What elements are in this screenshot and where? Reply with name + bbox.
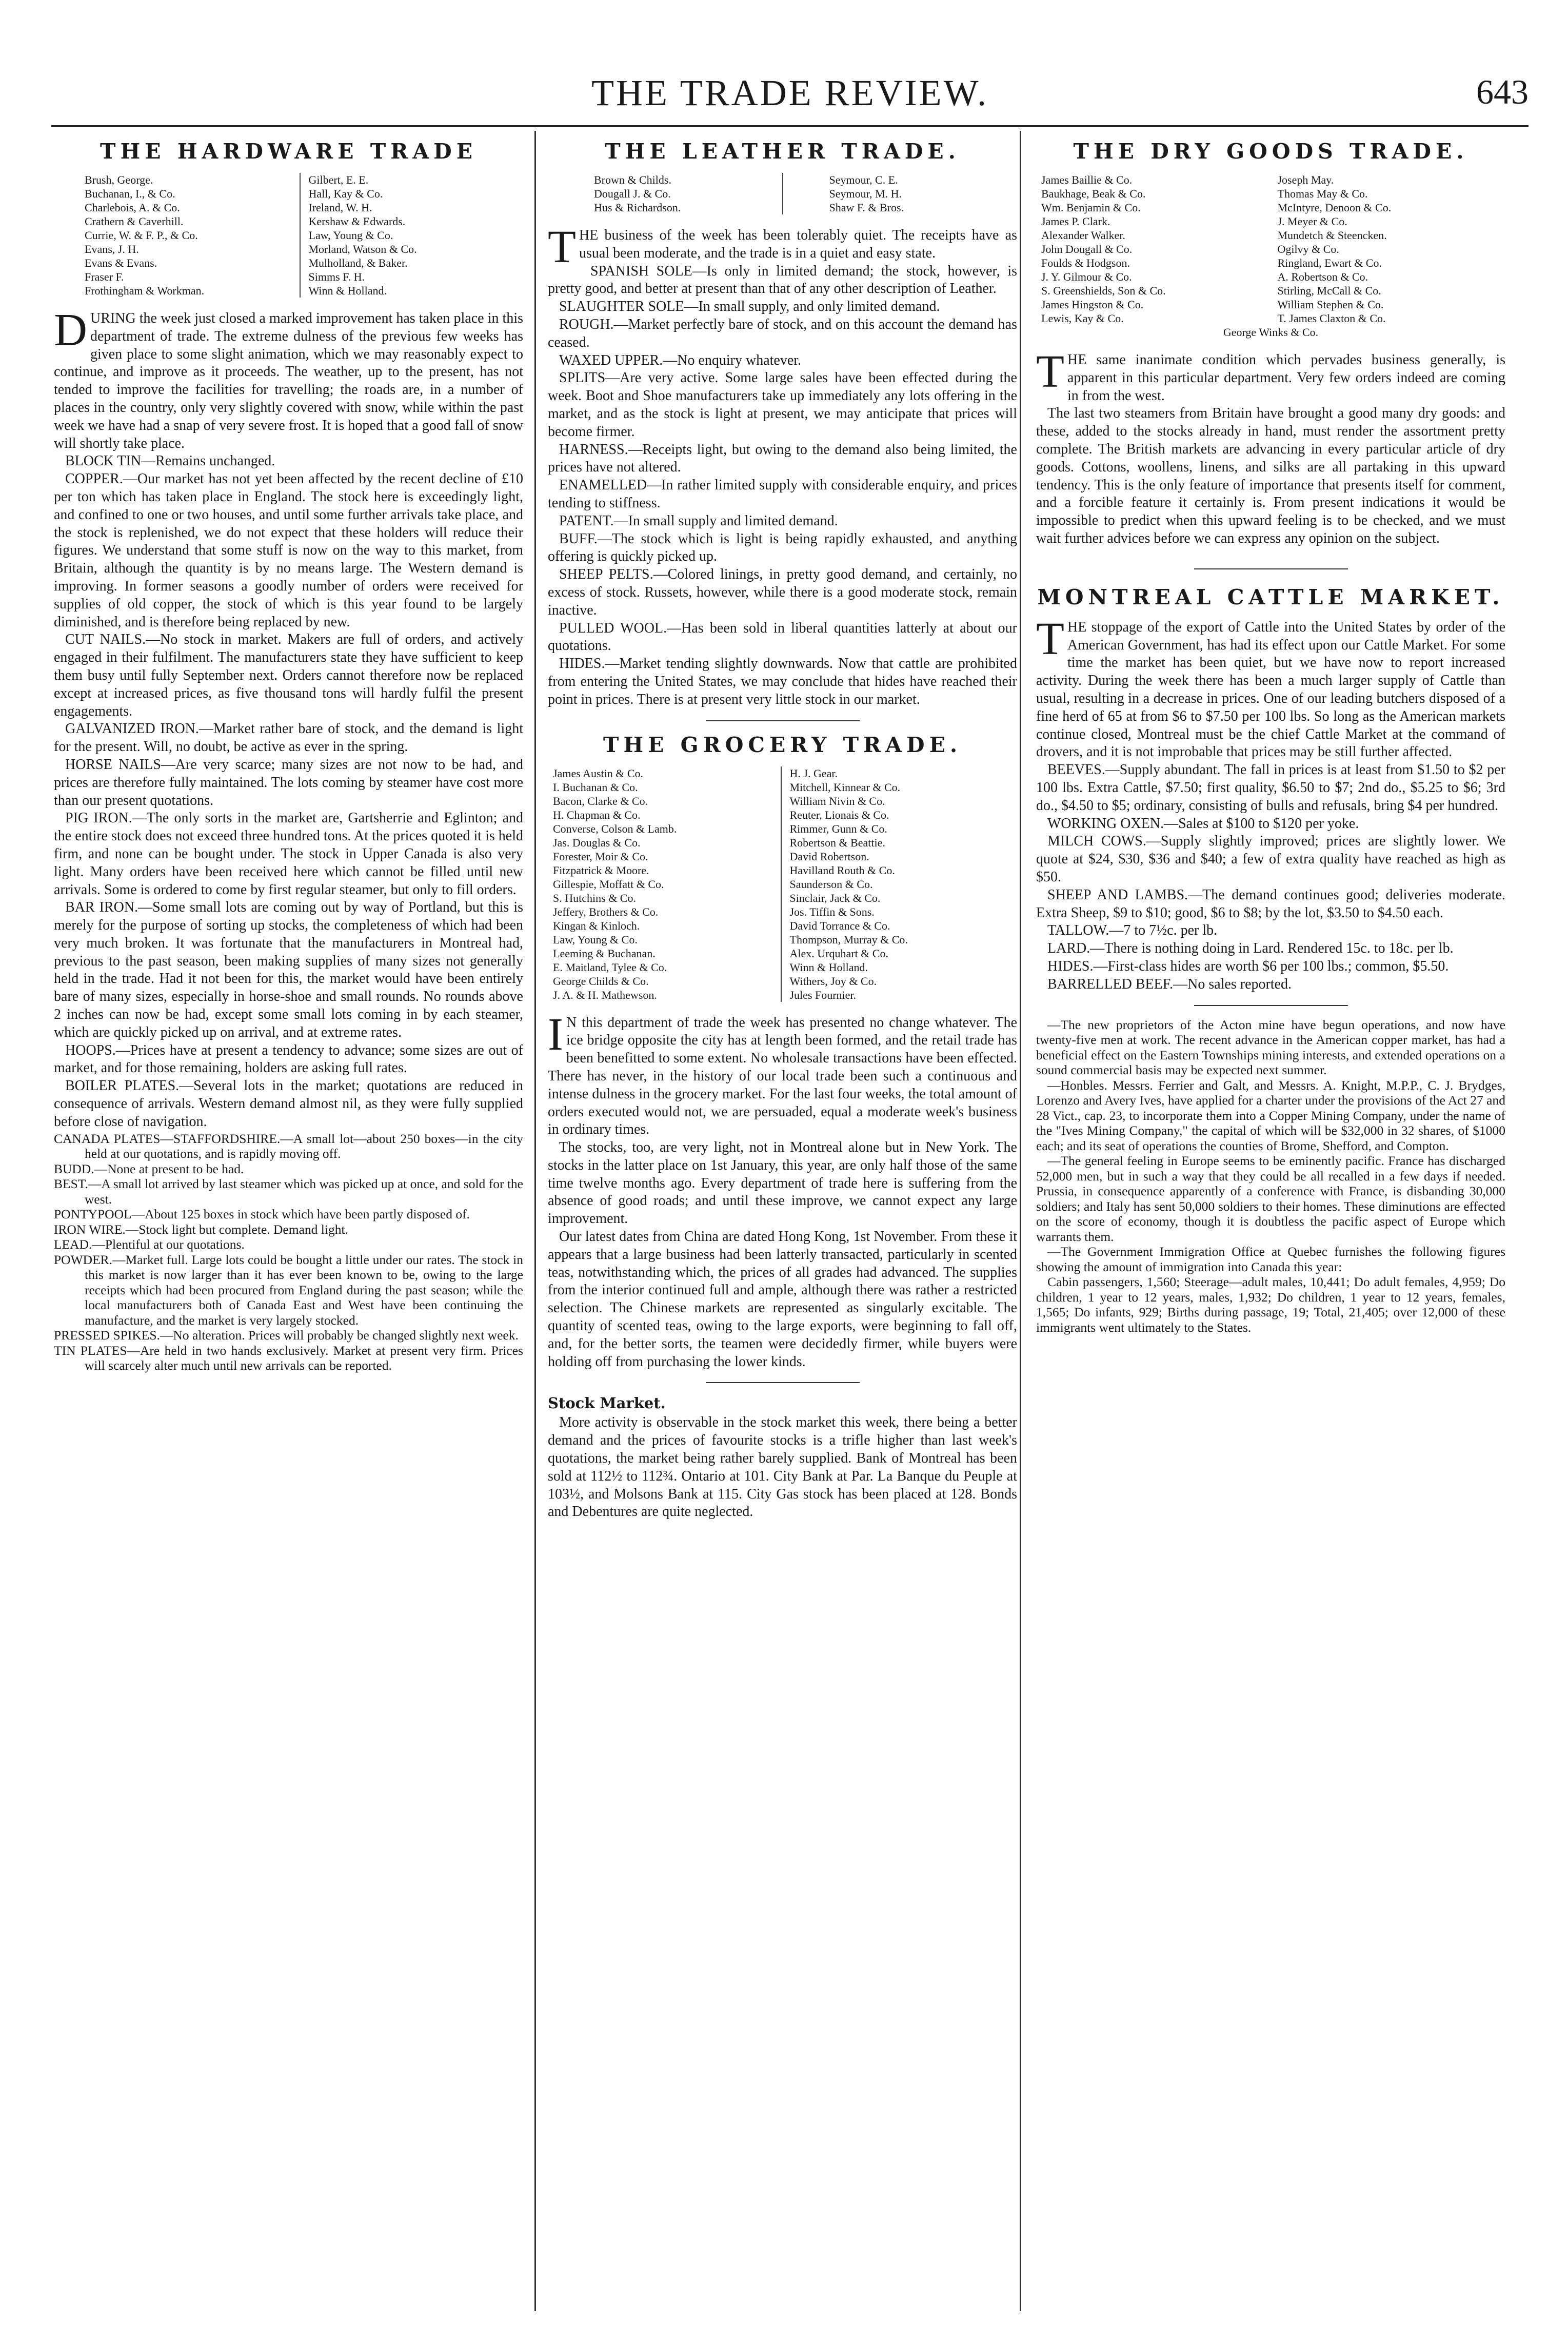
paragraph: The stocks, too, are very light, not in Montreal alone but in New York. The stocks in the latter place on 1st January, this year, are only half those of the same time twelve months ago. Every department of trade here is suffering from the absence of good roads; and until these improve, we cannot expect any large improvement. <box>548 1139 1017 1227</box>
directory-entry: Converse, Colson & Lamb. <box>553 822 677 835</box>
paragraph: THE stoppage of the export of Cattle into the United States by order of the American Government, has had its effect upon our Cattle Market. For some time the market has been quiet, but we have now to report increased activity. During the week there has been a much larger supply of Cattle than usual, resulting in a decrease in prices. One of our leading butchers disposed of a fine herd of 65 at from $6 to $7.50 per 100 lbs. So long as the American markets continue closed, Montreal must be the chief Cattle Market at the command of drovers, and it is not improbable that prices may be still further affected. <box>1036 613 1505 760</box>
directory-entry: William Stephen & Co. <box>1277 298 1384 311</box>
paragraph: HIDES.—Market tending slightly downwards. Now that cattle are prohibited from entering the United States, we may conclude that hides have reached their point in prices. There is at present very little stock in our market. <box>548 656 1017 707</box>
directory-entry: Law, Young & Co. <box>308 229 393 242</box>
paragraph: GALVANIZED IRON.—Market rather bare of stock, and the demand is light for the present. Will, no doubt, be active as ever in the spring. <box>54 721 523 755</box>
paragraph: SLAUGHTER SOLE—In small supply, and only limited demand. <box>559 299 940 315</box>
paragraph: CUT NAILS.—No stock in market. Makers are full of orders, and actively engaged in their fulfilment. The manufacturers state they have sufficient to keep them busy until fully September next. Orders cannot therefore now be replaced except at increased prices, as five thousand tons will hardly fulfil the present engagements. <box>54 632 523 719</box>
paragraph: BUFF.—The stock which is light is being rapidly exhausted, and anything offering is quickly picked up. <box>548 530 1017 565</box>
directory-entry: Mitchell, Kinnear & Co. <box>789 780 901 794</box>
directory-entry: Bacon, Clarke & Co. <box>553 794 648 807</box>
directory-entry: Ireland, W. H. <box>308 201 372 214</box>
paragraph: DURING the week just closed a marked improvement has taken place in this department of trade. The extreme dulness of the previous few weeks has given place to some slight animation, which we may reasonably expect to continue, and improve as it proceeds. The weather, up to the present, has not tended to improve the facilities for travelling; the roads are, in a number of places in the country, only very slightly covered with snow, while within the past week we have had a snap of very severe frost. It is hoped that a good fall of snow will shortly take place. <box>54 305 523 451</box>
directory-entry: David Robertson. <box>789 850 869 863</box>
directory-entry: James P. Clark. <box>1041 215 1110 228</box>
section-divider <box>1194 568 1348 569</box>
directory-entry: Baukhage, Beak & Co. <box>1041 187 1146 200</box>
column-divider <box>534 131 536 2311</box>
directory-entry: Gillespie, Moffatt & Co. <box>553 877 664 891</box>
paragraph: WAXED UPPER.—No enquiry whatever. <box>559 352 802 368</box>
column-divider <box>1020 131 1021 2311</box>
directory-entry: E. Maitland, Tylee & Co. <box>553 960 667 974</box>
directory-entry: Jas. Douglas & Co. <box>553 836 641 849</box>
paragraph: The last two steamers from Britain have brought a good many dry goods: and these, added to the stocks already in hand, must render the assortment pretty complete. The British markets are advancing in every particular article of dry goods. Cottons, woollens, linens, and silks are all partaking in this upward tendency. This is the only feature of importance that presents itself for comment, and a forcible feature it certainly is. From present indications it would be impossible to predict when this upward feeling is to be checked, and we must wait further advices before we can express any opinion on the subject. <box>1036 405 1505 546</box>
directory-entry: J. Y. Gilmour & Co. <box>1041 270 1132 283</box>
paragraph: LEAD.—Plentiful at our quotations. <box>54 1237 245 1252</box>
grocery-directory <box>548 766 1017 1002</box>
paragraph: SHEEP PELTS.—Colored linings, in pretty good demand, and certainly, no excess of stock. Russets, however, while there is a good moderate stock, remain inactive. <box>548 566 1017 618</box>
directory-center-entry: George Winks & Co. <box>1223 326 1319 339</box>
directory-entry: George Childs & Co. <box>553 974 649 988</box>
directory-entry: Forester, Moir & Co. <box>553 850 648 863</box>
directory-entry: J. Meyer & Co. <box>1277 215 1347 228</box>
leather-body <box>548 222 1017 709</box>
paragraph: PRESSED SPIKES.—No alteration. Prices will probably be changed slightly next week. <box>54 1328 519 1343</box>
grocery-body <box>548 1009 1017 1371</box>
section-divider <box>1194 1005 1348 1006</box>
directory-entry: Simms F. H. <box>308 270 365 283</box>
directory-left <box>548 766 781 1002</box>
section-divider <box>706 720 860 721</box>
paragraph: Cabin passengers, 1,560; Steerage—adult males, 10,441; Do adult females, 4,959; Do children, 1 year to 12 years, males, 1,932; Do children, 1 year to 12 years, females, 1,565; Do infants, 929; Births during passage, 19; Total, 21,405; over 12,000 of these immigrants went ultimately to the States. <box>1036 1274 1505 1335</box>
directory-entry: Foulds & Hodgson. <box>1041 257 1130 269</box>
paragraph: BAR IRON.—Some small lots are coming out by way of Portland, but this is merely for the purpose of sorting up stocks, the completeness of which had been very much broken. It was fortunate that the manufacturers in Montreal had, previous to the past season, been making supplies of many sizes not generally held in the trade. Had it not been for this, the market would have been entirely bare of many sizes, especially in horse-shoe and small rounds. No rounds above 2 inches can now be had, except some small lots coming in by each steamer, which are quickly picked up on arrival, and at extreme rates. <box>54 899 523 1040</box>
directory-entry: Saunderson & Co. <box>789 877 873 891</box>
directory-entry: Winn & Holland. <box>308 284 387 297</box>
paragraph: TIN PLATES—Are held in two hands exclusively. Market at present very firm. Prices will scarcely alter much until new arrivals can be reported. <box>54 1343 523 1373</box>
directory-entry: Jules Fournier. <box>789 988 857 1001</box>
directory-entry: William Nivin & Co. <box>789 794 885 807</box>
section-title-dry-goods: THE DRY GOODS TRADE. <box>1073 139 1468 164</box>
directory-entry: Rimmer, Gunn & Co. <box>789 822 887 835</box>
paragraph: IRON WIRE.—Stock light but complete. Demand light. <box>54 1221 348 1237</box>
paragraph: —The new proprietors of the Acton mine have begun operations, and now have twenty-five men at work. The recent advance in the American copper market, has had a beneficial effect on the Eastern Townships mining interests, and extended operations on a sound commercial basis may be expected next summer. <box>1036 1017 1505 1077</box>
paragraph: LARD.—There is nothing doing in Lard. Rendered 15c. to 18c. per lb. <box>1047 940 1454 957</box>
directory-entry: Brush, George. <box>85 173 153 186</box>
news-items <box>1036 1017 1505 1335</box>
paragraph: PONTYPOOL—About 125 boxes in stock which have been partly disposed of. <box>54 1207 470 1222</box>
cattle-market-body <box>1036 613 1505 994</box>
directory-entry: Fraser F. <box>85 270 124 283</box>
directory-entry: H. J. Gear. <box>789 766 838 780</box>
paragraph: WORKING OXEN.—Sales at $100 to $120 per yoke. <box>1047 815 1359 832</box>
directory-entry: Ringland, Ewart & Co. <box>1277 257 1382 269</box>
paragraph: BOILER PLATES.—Several lots in the market; quotations are reduced in consequence of arrivals. Western demand almost nil, as they were fully supplied before close of navigation. <box>54 1078 523 1130</box>
paragraph: ENAMELLED—In rather limited supply with considerable enquiry, and prices tending to stiffness. <box>548 477 1017 511</box>
hardware-body <box>54 305 523 1131</box>
directory-entry: Thompson, Murray & Co. <box>789 933 908 946</box>
directory-entry: Havilland Routh & Co. <box>789 863 895 877</box>
directory-entry: Hall, Kay & Co. <box>308 187 383 200</box>
directory-right <box>1269 173 1506 325</box>
page-title: THE TRADE REVIEW. <box>591 72 988 113</box>
directory-entry: Dougall J. & Co. <box>594 187 671 200</box>
paragraph: PULLED WOOL.—Has been sold in liberal quantities latterly at about our quotations. <box>548 620 1017 654</box>
directory-entry: John Dougall & Co. <box>1041 243 1133 255</box>
directory-entry: J. A. & H. Mathewson. <box>553 988 657 1001</box>
section-title-cattle-market: MONTREAL CATTLE MARKET. <box>1037 584 1504 609</box>
directory-entry: Morland, Watson & Co. <box>308 243 417 255</box>
paragraph: BEST.—A small lot arrived by last steamer which was picked up at once, and sold for the west. <box>54 1176 523 1207</box>
paragraph: —The Government Immigration Office at Quebec furnishes the following figures showing the amount of immigration into Canada this year: <box>1036 1244 1505 1274</box>
paragraph: BUDD.—None at present to be had. <box>54 1161 244 1176</box>
dry-goods-directory <box>1036 173 1505 339</box>
paragraph: HOOPS.—Prices have at present a tendency to advance; some sizes are out of market, and for those remaining, holders are asking full rates. <box>54 1042 523 1076</box>
directory-right <box>781 766 1018 1002</box>
directory-entry: Fitzpatrick & Moore. <box>553 863 649 877</box>
paragraph: SPLITS—Are very active. Some large sales have been effected during the week. Boot and Shoe manufacturers take up immediately any lots offering in the market, and as the stock is light at present, we may anticipate that prices will become firmer. <box>548 370 1017 440</box>
directory-entry: Alexander Walker. <box>1041 229 1125 242</box>
paragraph: TALLOW.—7 to 7½c. per lb. <box>1047 922 1218 939</box>
directory-entry: I. Buchanan & Co. <box>553 780 638 794</box>
directory-entry: Mulholland, & Baker. <box>308 257 408 269</box>
directory-entry: Winn & Holland. <box>789 960 868 974</box>
section-title-grocery: THE GROCERY TRADE. <box>603 732 962 757</box>
directory-right <box>300 173 524 298</box>
directory-entry: T. James Claxton & Co. <box>1277 312 1386 325</box>
directory-left <box>54 173 300 298</box>
paragraph: ROUGH.—Market perfectly bare of stock, and on this account the demand has ceased. <box>548 316 1017 350</box>
directory-entry: Seymour, M. H. <box>829 187 902 200</box>
section-title-leather: THE LEATHER TRADE. <box>605 139 960 164</box>
paragraph: PATENT.—In small supply and limited demand. <box>559 512 838 529</box>
directory-entry: Reuter, Lionais & Co. <box>789 808 889 821</box>
directory-entry: Wm. Benjamin & Co. <box>1041 201 1141 214</box>
directory-entry: Thomas May & Co. <box>1277 187 1368 200</box>
paragraph: HORSE NAILS—Are very scarce; many sizes are not now to be had, and prices are therefore fully maintained. The lots coming by steamer have cost more than our present quotations. <box>54 756 523 809</box>
directory-entry: McIntyre, Denoon & Co. <box>1277 201 1392 214</box>
section-title-stock-market: Stock Market. <box>548 1394 666 1412</box>
paragraph: IN this department of trade the week has presented no change whatever. The ice bridge opposite the city has at length been formed, and the retail trade has been benefitted to some extent. No wholesale transactions have been effected. There has never, in the history of our local trade been such a continuous and intense dulness in the grocery market. For the last four weeks, the total amount of orders executed would not, we are persuaded, equal a moderate week's business in ordinary times. <box>548 1009 1017 1138</box>
directory-entry: Gilbert, E. E. <box>308 173 369 186</box>
paragraph: POWDER.—Market full. Large lots could be bought a little under our rates. The stock in this market is now larger than it has ever been known to be, owing to the large receipts which had been procured from England during the past season; while the local manufacturers both of Canada East and West have been continuing the manufacture, and the market is very largely stocked. <box>54 1252 523 1328</box>
directory-entry: Crathern & Caverhill. <box>85 215 184 228</box>
directory-entry: Evans & Evans. <box>85 257 157 269</box>
directory-entry: Currie, W. & F. P., & Co. <box>85 229 198 242</box>
directory-entry: David Torrance & Co. <box>789 919 890 932</box>
directory-entry: Jos. Tiffin & Sons. <box>789 905 875 918</box>
directory-entry: Kershaw & Edwards. <box>308 215 406 228</box>
page-number: 643 <box>1476 72 1529 111</box>
directory-entry: Mundetch & Steencken. <box>1277 229 1387 242</box>
paragraph: —The general feeling in Europe seems to be eminently pacific. France has discharged 52,000 men, but in such a way that they could be all recalled in a few days if needed. Prussia, in consequence apparently of a conference with France, is disbanding 30,000 soldiers; and Italy has sent 50,000 soldiers to their homes. These diminutions are effected on the score of economy, though it is doubtless the pacific aspect of Europe which warrants them. <box>1036 1153 1505 1244</box>
directory-entry: James Baillie & Co. <box>1041 173 1133 186</box>
paragraph: THE same inanimate condition which pervades business generally, is apparent in this particular department. Very few orders indeed are coming in from the west. <box>1036 346 1505 404</box>
section-divider <box>706 1382 860 1383</box>
paragraph: BARRELLED BEEF.—No sales reported. <box>1047 976 1292 992</box>
stock-market-body <box>548 1414 1017 1521</box>
paragraph: CANADA PLATES—STAFFORDSHIRE.—A small lot—about 250 boxes—in the city held at our quotations, and is rapidly moving off. <box>54 1131 523 1161</box>
hardware-directory <box>54 173 523 298</box>
directory-entry: Brown & Childs. <box>594 173 671 186</box>
paragraph: HARNESS.—Receipts light, but owing to the demand also being limited, the prices have not altered. <box>548 441 1017 476</box>
paragraph: THE business of the week has been tolerably quiet. The receipts have as usual been moderate, and the trade is in a quiet and easy state. <box>548 222 1017 272</box>
masthead-rule <box>51 125 1529 127</box>
directory-entry: A. Robertson & Co. <box>1277 270 1368 283</box>
directory-entry: Lewis, Kay & Co. <box>1041 312 1124 325</box>
directory-entry: Kingan & Kinloch. <box>553 919 640 932</box>
directory-entry: Jeffery, Brothers & Co. <box>553 905 659 918</box>
directory-entry: Joseph May. <box>1277 173 1334 186</box>
paragraph: SHEEP AND LAMBS.—The demand continues good; deliveries moderate. Extra Sheep, $9 to $10; good, $6 to $8; by the lot, $3.50 to $4.50 each. <box>1036 886 1505 921</box>
column-drygoods-cattle <box>1036 136 1505 2311</box>
directory-entry: Shaw F. & Bros. <box>829 201 904 214</box>
masthead <box>51 67 1529 123</box>
directory-right <box>782 173 1018 214</box>
directory-entry: Withers, Joy & Co. <box>789 974 877 988</box>
directory-entry: Hus & Richardson. <box>594 201 681 214</box>
directory-entry: Leeming & Buchanan. <box>553 947 656 960</box>
directory-entry: James Austin & Co. <box>553 766 644 780</box>
directory-entry: Evans, J. H. <box>85 243 139 255</box>
paragraph: Our latest dates from China are dated Hong Kong, 1st November. From these it appears that a large business had been latterly transacted, particularly in scented teas, notwithstanding which, the prices of all grades had advanced. The supplies from the interior continued full and ample, although there was rather a restricted selection. The Chinese markets are represented as singularly excitable. The quantity of scented teas, owing to the large exports, were beginning to fall off, and, for the better sorts, the teamen were decidedly firmer, while buyers were holding off from purchasing the lower kinds. <box>548 1229 1017 1370</box>
column-hardware <box>54 136 523 2311</box>
column-leather-grocery <box>548 136 1017 2311</box>
paragraph: —Honbles. Messrs. Ferrier and Galt, and Messrs. A. Knight, M.P.P., C. J. Brydges, Lorenzo and Avery Ives, have applied for a charter under the provisions of the Act 27 and 28 Vict., cap. 23, to incorporate them into a Copper Mining Company, under the name of the "Ives Mining Company," the capital of which will be $32,000 in 32 shares, of $1000 each; and its seat of operations the counties of Brome, Shefford, and Compton. <box>1036 1077 1505 1153</box>
paragraph: PIG IRON.—The only sorts in the market are, Gartsherrie and Eglinton; and the entire stock does not exceed three hundred tons. At the prices quoted it is held firm, and none can be bought under. The stock in Upper Canada is also very light. Many orders have been received here which cannot be filled until new arrivals. Some is ordered to come by first regular steamer, but only to fill orders. <box>54 810 523 898</box>
directory-entry: Seymour, C. E. <box>829 173 898 186</box>
section-title-hardware: THE HARDWARE TRADE <box>100 139 477 164</box>
paragraph: More activity is observable in the stock market this week, there being a better demand and the prices of favourite stocks is a trifle higher than last week's quotations, the market being rather barely supplied. Bank of Montreal has been sold at 112½ to 112¾. Ontario at 101. City Bank at Par. La Banque du Peuple at 103½, and Molsons Bank at 115. City Gas stock has been placed at 128. Bonds and Debentures are quite neglected. <box>548 1414 1017 1520</box>
directory-entry: Robertson & Beattie. <box>789 836 885 849</box>
leather-directory <box>548 173 1017 214</box>
paragraph: SPANISH SOLE—Is only in limited demand; the stock, however, is pretty good, and better at present than that of any other description of Leather. <box>548 263 1017 297</box>
directory-entry: James Hingston & Co. <box>1041 298 1144 311</box>
directory-entry: Alex. Urquhart & Co. <box>789 947 888 960</box>
paragraph: MILCH COWS.—Supply slightly improved; prices are slightly lower. We quote at $24, $30, $36 and $40; a few of extra quality have reached as high as $50. <box>1036 833 1505 885</box>
dry-goods-body <box>1036 346 1505 548</box>
directory-left <box>1036 173 1269 325</box>
directory-entry: Buchanan, I., & Co. <box>85 187 175 200</box>
directory-left <box>548 173 782 214</box>
directory-entry: S. Hutchins & Co. <box>553 891 636 904</box>
directory-entry: Charlebois, A. & Co. <box>85 201 180 214</box>
directory-entry: Ogilvy & Co. <box>1277 243 1339 255</box>
directory-entry: H. Chapman & Co. <box>553 808 641 821</box>
directory-entry: Stirling, McCall & Co. <box>1277 284 1381 297</box>
directory-entry: Law, Young & Co. <box>553 933 638 946</box>
paragraph: BLOCK TIN—Remains unchanged. <box>65 453 275 469</box>
hardware-plates-list <box>54 1131 523 1373</box>
paragraph: BEEVES.—Supply abundant. The fall in prices is at least from $1.50 to $2 per 100 lbs. Extra Cattle, $7.50; first quality, $6.50 to $7; 2nd do., $5.25 to $6; 3rd do., $4.50 to $5; ordinary, consisting of bulls and refusals, bring $4 per hundred. <box>1036 762 1505 814</box>
directory-entry: S. Greenshields, Son & Co. <box>1041 284 1166 297</box>
directory-entry: Frothingham & Workman. <box>85 284 205 297</box>
paragraph: COPPER.—Our market has not yet been affected by the recent decline of £10 per ton which has taken place in England. The stock here is exceedingly light, and confined to one or two houses, and until some further arrivals take place, and the stock is replenished, we do not expect that these holders will reduce their figures. We understand that some stuff is now on the way to this market, from Britain, although the quantity is by no means large. The Western demand is improving. In former seasons a goodly number of orders were received for supplies of old copper, the stock of which is this year found to be largely diminished, and is therefore being replaced by new. <box>54 471 523 630</box>
paragraph: HIDES.—First-class hides are worth $6 per 100 lbs.; common, $5.50. <box>1047 958 1449 974</box>
directory-entry: Sinclair, Jack & Co. <box>789 891 881 904</box>
